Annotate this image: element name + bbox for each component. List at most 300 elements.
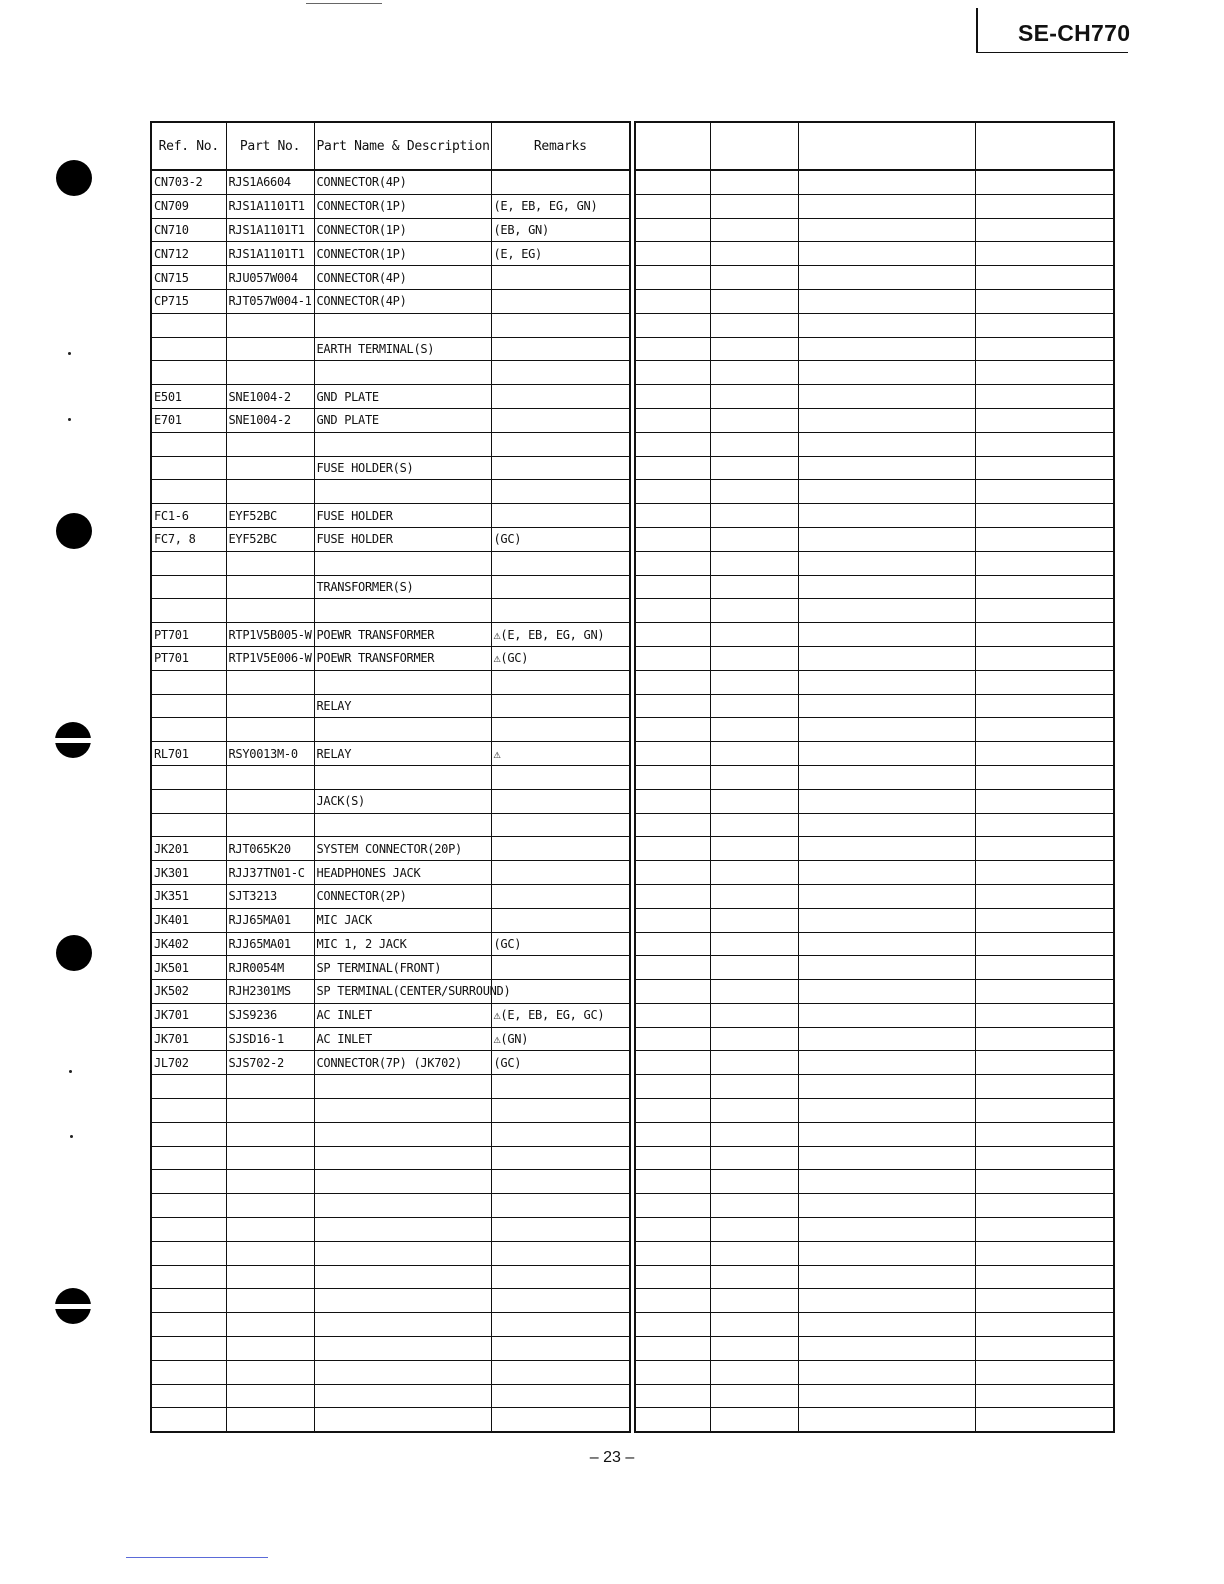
- table-row: [151, 1408, 630, 1432]
- blank-cell: [798, 1146, 975, 1170]
- binder-hole: [56, 160, 92, 196]
- part-no-cell: [226, 670, 314, 694]
- description-cell: [314, 313, 491, 337]
- description-cell: RELAY: [314, 742, 491, 766]
- blank-cell: [798, 646, 975, 670]
- blank-cell: [975, 1241, 1114, 1265]
- blank-cell: [635, 742, 710, 766]
- part-no-cell: RJT057W004-1: [226, 289, 314, 313]
- ref-no-cell: [151, 1337, 226, 1361]
- blank-cell: [710, 575, 798, 599]
- blank-cell: [798, 408, 975, 432]
- part-no-cell: [226, 813, 314, 837]
- blank-cell: [798, 1122, 975, 1146]
- blank-cell: [710, 1027, 798, 1051]
- ref-no-cell: [151, 1313, 226, 1337]
- blank-cell: [710, 813, 798, 837]
- blank-table-row: [635, 527, 1114, 551]
- remarks-cell: ⚠(E, EB, EG, GN): [491, 623, 630, 647]
- blank-cell: [798, 694, 975, 718]
- blank-cell: [710, 789, 798, 813]
- blank-cell: [975, 1122, 1114, 1146]
- blank-table-row: [635, 1146, 1114, 1170]
- blank-cell: [635, 1408, 710, 1432]
- blank-cell: [798, 337, 975, 361]
- table-row: [151, 1027, 630, 1051]
- blank-cell: [975, 289, 1114, 313]
- blank-cell: [975, 884, 1114, 908]
- blank-cell: [635, 1360, 710, 1384]
- blank-table-row: [635, 956, 1114, 980]
- description-cell: [314, 551, 491, 575]
- description-cell: CONNECTOR(4P): [314, 266, 491, 290]
- remarks-cell: [491, 861, 630, 885]
- blank-cell: [798, 242, 975, 266]
- blank-table-row: [635, 432, 1114, 456]
- table-row: [151, 837, 630, 861]
- ref-no-cell: [151, 599, 226, 623]
- table-header-row: [151, 122, 630, 170]
- blank-cell: [975, 504, 1114, 528]
- description-cell: CONNECTOR(7P) (JK702): [314, 1051, 491, 1075]
- ref-no-cell: [151, 1408, 226, 1432]
- part-no-cell: RJR0054M: [226, 956, 314, 980]
- part-no-cell: [226, 765, 314, 789]
- blank-cell: [798, 1099, 975, 1123]
- description-cell: RELAY: [314, 694, 491, 718]
- ref-no-cell: JK701: [151, 1003, 226, 1027]
- blank-cell: [710, 456, 798, 480]
- part-no-cell: RTP1V5B005-W: [226, 623, 314, 647]
- remarks-cell: ⚠: [491, 742, 630, 766]
- description-cell: [314, 1218, 491, 1242]
- blank-table-row: [635, 1051, 1114, 1075]
- blank-cell: [635, 313, 710, 337]
- column-header-part-no: Part No.: [226, 122, 314, 170]
- remarks-cell: [491, 1075, 630, 1099]
- blank-cell: [798, 1075, 975, 1099]
- blank-table-row: [635, 480, 1114, 504]
- description-cell: CONNECTOR(2P): [314, 884, 491, 908]
- table-row: [151, 456, 630, 480]
- remarks-cell: [491, 385, 630, 409]
- part-no-cell: [226, 337, 314, 361]
- blank-cell: [635, 1075, 710, 1099]
- remarks-cell: [491, 480, 630, 504]
- blank-cell: [798, 908, 975, 932]
- blank-table-row: [635, 1289, 1114, 1313]
- part-no-cell: [226, 718, 314, 742]
- ref-no-cell: JK701: [151, 1027, 226, 1051]
- blank-cell: [710, 1075, 798, 1099]
- blank-table-row: [635, 1027, 1114, 1051]
- description-cell: FUSE HOLDER: [314, 504, 491, 528]
- blank-cell: [975, 385, 1114, 409]
- description-cell: [314, 1360, 491, 1384]
- part-no-cell: [226, 1337, 314, 1361]
- table-row: [151, 1241, 630, 1265]
- blank-cell: [710, 242, 798, 266]
- column-header-description: Part Name & Description: [314, 122, 491, 170]
- part-no-cell: RJJ65MA01: [226, 932, 314, 956]
- table-row: [151, 623, 630, 647]
- remarks-cell: [491, 718, 630, 742]
- blank-cell: [635, 1313, 710, 1337]
- ref-no-cell: JL702: [151, 1051, 226, 1075]
- blank-cell: [635, 385, 710, 409]
- part-no-cell: [226, 1384, 314, 1408]
- description-cell: [314, 1194, 491, 1218]
- blank-cell: [975, 361, 1114, 385]
- ref-no-cell: CP715: [151, 289, 226, 313]
- blank-cell: [798, 980, 975, 1004]
- blank-cell: [635, 599, 710, 623]
- blank-cell: [975, 1289, 1114, 1313]
- blank-table-row: [635, 599, 1114, 623]
- blank-cell: [798, 718, 975, 742]
- remarks-cell: [491, 337, 630, 361]
- ref-no-cell: CN709: [151, 194, 226, 218]
- table-row: [151, 789, 630, 813]
- blank-cell: [798, 1360, 975, 1384]
- blank-table-row: [635, 266, 1114, 290]
- table-row: [151, 218, 630, 242]
- blank-table-row: [635, 1241, 1114, 1265]
- blank-table-row: [635, 670, 1114, 694]
- remarks-cell: [491, 266, 630, 290]
- blank-header-cell: [798, 122, 975, 170]
- description-cell: EARTH TERMINAL(S): [314, 337, 491, 361]
- blank-table-row: [635, 1122, 1114, 1146]
- blank-cell: [710, 1099, 798, 1123]
- blank-cell: [975, 1170, 1114, 1194]
- table-row: [151, 1360, 630, 1384]
- ref-no-cell: [151, 432, 226, 456]
- blank-cell: [798, 194, 975, 218]
- ref-no-cell: [151, 337, 226, 361]
- top-edge-rule: [306, 3, 382, 4]
- blank-table-row: [635, 313, 1114, 337]
- blank-cell: [975, 718, 1114, 742]
- blank-cell: [975, 1146, 1114, 1170]
- blank-table-row: [635, 242, 1114, 266]
- blank-cell: [635, 408, 710, 432]
- blank-cell: [798, 313, 975, 337]
- description-cell: SP TERMINAL(CENTER/SURROUND): [314, 980, 491, 1004]
- table-row: [151, 1003, 630, 1027]
- remarks-cell: [491, 1337, 630, 1361]
- blank-cell: [635, 1337, 710, 1361]
- table-row: [151, 408, 630, 432]
- table-row: [151, 670, 630, 694]
- column-header-ref-no: Ref. No.: [151, 122, 226, 170]
- blank-cell: [798, 1051, 975, 1075]
- blank-cell: [710, 1122, 798, 1146]
- blank-cell: [798, 551, 975, 575]
- description-cell: MIC JACK: [314, 908, 491, 932]
- part-no-cell: [226, 1170, 314, 1194]
- ref-no-cell: [151, 1122, 226, 1146]
- blank-cell: [710, 504, 798, 528]
- blank-cell: [635, 575, 710, 599]
- part-no-cell: SNE1004-2: [226, 408, 314, 432]
- blank-cell: [635, 218, 710, 242]
- remarks-cell: [491, 1360, 630, 1384]
- blank-cell: [710, 266, 798, 290]
- blank-cell: [798, 956, 975, 980]
- blank-cell: [635, 1194, 710, 1218]
- blank-cell: [710, 670, 798, 694]
- description-cell: CONNECTOR(4P): [314, 170, 491, 194]
- ref-no-cell: JK351: [151, 884, 226, 908]
- blank-cell: [710, 908, 798, 932]
- blank-table-row: [635, 789, 1114, 813]
- blank-cell: [635, 884, 710, 908]
- table-row: [151, 1051, 630, 1075]
- description-cell: [314, 670, 491, 694]
- ref-no-cell: [151, 313, 226, 337]
- blank-table-row: [635, 1408, 1114, 1432]
- ref-no-cell: [151, 1384, 226, 1408]
- blank-cell: [975, 599, 1114, 623]
- blank-cell: [710, 1265, 798, 1289]
- blank-cell: [635, 1289, 710, 1313]
- blank-cell: [798, 575, 975, 599]
- table-row: [151, 194, 630, 218]
- description-cell: [314, 1241, 491, 1265]
- part-no-cell: [226, 1146, 314, 1170]
- remarks-cell: [491, 884, 630, 908]
- table-row: [151, 504, 630, 528]
- blank-header-cell: [635, 122, 710, 170]
- blank-cell: [975, 170, 1114, 194]
- ref-no-cell: [151, 1265, 226, 1289]
- blank-table-row: [635, 884, 1114, 908]
- blank-cell: [798, 1027, 975, 1051]
- remarks-cell: [491, 956, 630, 980]
- blank-cell: [635, 837, 710, 861]
- part-no-cell: SJS9236: [226, 1003, 314, 1027]
- blank-cell: [798, 480, 975, 504]
- blank-cell: [798, 884, 975, 908]
- blank-cell: [975, 337, 1114, 361]
- blank-cell: [710, 694, 798, 718]
- part-no-cell: RJS1A6604: [226, 170, 314, 194]
- blank-cell: [710, 1360, 798, 1384]
- ref-no-cell: E701: [151, 408, 226, 432]
- ref-no-cell: [151, 694, 226, 718]
- blank-cell: [975, 1408, 1114, 1432]
- blank-cell: [710, 313, 798, 337]
- blank-cell: [710, 1170, 798, 1194]
- part-no-cell: [226, 1289, 314, 1313]
- blank-header-cell: [975, 122, 1114, 170]
- blank-table-row: [635, 1075, 1114, 1099]
- part-no-cell: [226, 1099, 314, 1123]
- blank-cell: [710, 765, 798, 789]
- blank-cell: [798, 1194, 975, 1218]
- blank-table-row: [635, 575, 1114, 599]
- description-cell: TRANSFORMER(S): [314, 575, 491, 599]
- remarks-cell: [491, 361, 630, 385]
- blank-cell: [975, 813, 1114, 837]
- table-row: [151, 694, 630, 718]
- blank-cell: [635, 1051, 710, 1075]
- ref-no-cell: CN710: [151, 218, 226, 242]
- description-cell: GND PLATE: [314, 385, 491, 409]
- blank-cell: [798, 504, 975, 528]
- ref-no-cell: [151, 551, 226, 575]
- blank-cell: [798, 361, 975, 385]
- blank-table-row: [635, 861, 1114, 885]
- blank-cell: [798, 432, 975, 456]
- blank-cell: [635, 432, 710, 456]
- part-no-cell: SJT3213: [226, 884, 314, 908]
- table-row: [151, 956, 630, 980]
- ref-no-cell: [151, 1099, 226, 1123]
- blank-cell: [710, 861, 798, 885]
- ref-no-cell: [151, 1146, 226, 1170]
- bottom-blue-line: [126, 1557, 268, 1558]
- description-cell: CONNECTOR(4P): [314, 289, 491, 313]
- blank-table-row: [635, 694, 1114, 718]
- blank-table-row: [635, 1265, 1114, 1289]
- blank-table-row: [635, 1384, 1114, 1408]
- ref-no-cell: [151, 1241, 226, 1265]
- blank-cell: [710, 1146, 798, 1170]
- blank-cell: [710, 1194, 798, 1218]
- description-cell: [314, 1337, 491, 1361]
- blank-table-row: [635, 646, 1114, 670]
- blank-cell: [798, 385, 975, 409]
- blank-cell: [710, 1337, 798, 1361]
- blank-table-row: [635, 623, 1114, 647]
- blank-cell: [798, 527, 975, 551]
- blank-cell: [710, 432, 798, 456]
- blank-cell: [635, 1170, 710, 1194]
- ref-no-cell: [151, 718, 226, 742]
- blank-table-body: [635, 170, 1114, 1432]
- blank-cell: [710, 1003, 798, 1027]
- part-no-cell: RJS1A1101T1: [226, 218, 314, 242]
- part-no-cell: SJSD16-1: [226, 1027, 314, 1051]
- blank-header-cell: [710, 122, 798, 170]
- blank-table-row: [635, 337, 1114, 361]
- blank-cell: [635, 527, 710, 551]
- blank-cell: [635, 932, 710, 956]
- description-cell: [314, 361, 491, 385]
- blank-cell: [975, 623, 1114, 647]
- table-row: [151, 1218, 630, 1242]
- remarks-cell: [491, 1194, 630, 1218]
- blank-cell: [635, 194, 710, 218]
- remarks-cell: [491, 1146, 630, 1170]
- blank-cell: [798, 266, 975, 290]
- blank-cell: [635, 670, 710, 694]
- part-no-cell: [226, 1408, 314, 1432]
- blank-cell: [635, 623, 710, 647]
- part-no-cell: [226, 1241, 314, 1265]
- blank-cell: [798, 813, 975, 837]
- blank-cell: [635, 1384, 710, 1408]
- remarks-cell: [491, 170, 630, 194]
- blank-cell: [798, 1241, 975, 1265]
- table-row: [151, 765, 630, 789]
- blank-cell: [635, 1146, 710, 1170]
- blank-cell: [975, 1051, 1114, 1075]
- table-row: [151, 1075, 630, 1099]
- table-row: [151, 932, 630, 956]
- blank-cell: [635, 1241, 710, 1265]
- blank-cell: [710, 1313, 798, 1337]
- remarks-cell: [491, 575, 630, 599]
- blank-table-row: [635, 218, 1114, 242]
- blank-table-row: [635, 1218, 1114, 1242]
- blank-cell: [975, 480, 1114, 504]
- part-no-cell: RJS1A1101T1: [226, 194, 314, 218]
- remarks-cell: [491, 1265, 630, 1289]
- remarks-cell: (E, EB, EG, GN): [491, 194, 630, 218]
- ref-no-cell: JK501: [151, 956, 226, 980]
- description-cell: [314, 480, 491, 504]
- blank-cell: [798, 1408, 975, 1432]
- part-no-cell: [226, 1360, 314, 1384]
- table-row: [151, 551, 630, 575]
- column-header-remarks: Remarks: [491, 122, 630, 170]
- description-cell: AC INLET: [314, 1003, 491, 1027]
- description-cell: AC INLET: [314, 1027, 491, 1051]
- part-no-cell: [226, 1122, 314, 1146]
- blank-cell: [798, 789, 975, 813]
- blank-cell: [635, 480, 710, 504]
- remarks-cell: [491, 1289, 630, 1313]
- blank-cell: [975, 956, 1114, 980]
- remarks-cell: [491, 456, 630, 480]
- blank-cell: [975, 670, 1114, 694]
- blank-cell: [975, 765, 1114, 789]
- blank-cell: [635, 1027, 710, 1051]
- remarks-cell: [491, 599, 630, 623]
- remarks-cell: [491, 432, 630, 456]
- blank-cell: [710, 980, 798, 1004]
- remarks-cell: (EB, GN): [491, 218, 630, 242]
- remarks-cell: [491, 1099, 630, 1123]
- blank-cell: [635, 908, 710, 932]
- remarks-cell: [491, 408, 630, 432]
- table-row: [151, 337, 630, 361]
- blank-table-row: [635, 1099, 1114, 1123]
- blank-cell: [710, 527, 798, 551]
- description-cell: [314, 1408, 491, 1432]
- part-no-cell: [226, 361, 314, 385]
- blank-cell: [710, 646, 798, 670]
- description-cell: SYSTEM CONNECTOR(20P): [314, 837, 491, 861]
- blank-cell: [975, 242, 1114, 266]
- blank-cell: [710, 218, 798, 242]
- blank-cell: [710, 551, 798, 575]
- table-row: [151, 599, 630, 623]
- blank-cell: [798, 218, 975, 242]
- blank-cell: [635, 289, 710, 313]
- description-cell: [314, 1099, 491, 1123]
- part-no-cell: RJS1A1101T1: [226, 242, 314, 266]
- blank-cell: [710, 884, 798, 908]
- blank-table-row: [635, 980, 1114, 1004]
- ref-no-cell: [151, 1170, 226, 1194]
- table-row: [151, 1146, 630, 1170]
- blank-cell: [798, 599, 975, 623]
- part-no-cell: [226, 1265, 314, 1289]
